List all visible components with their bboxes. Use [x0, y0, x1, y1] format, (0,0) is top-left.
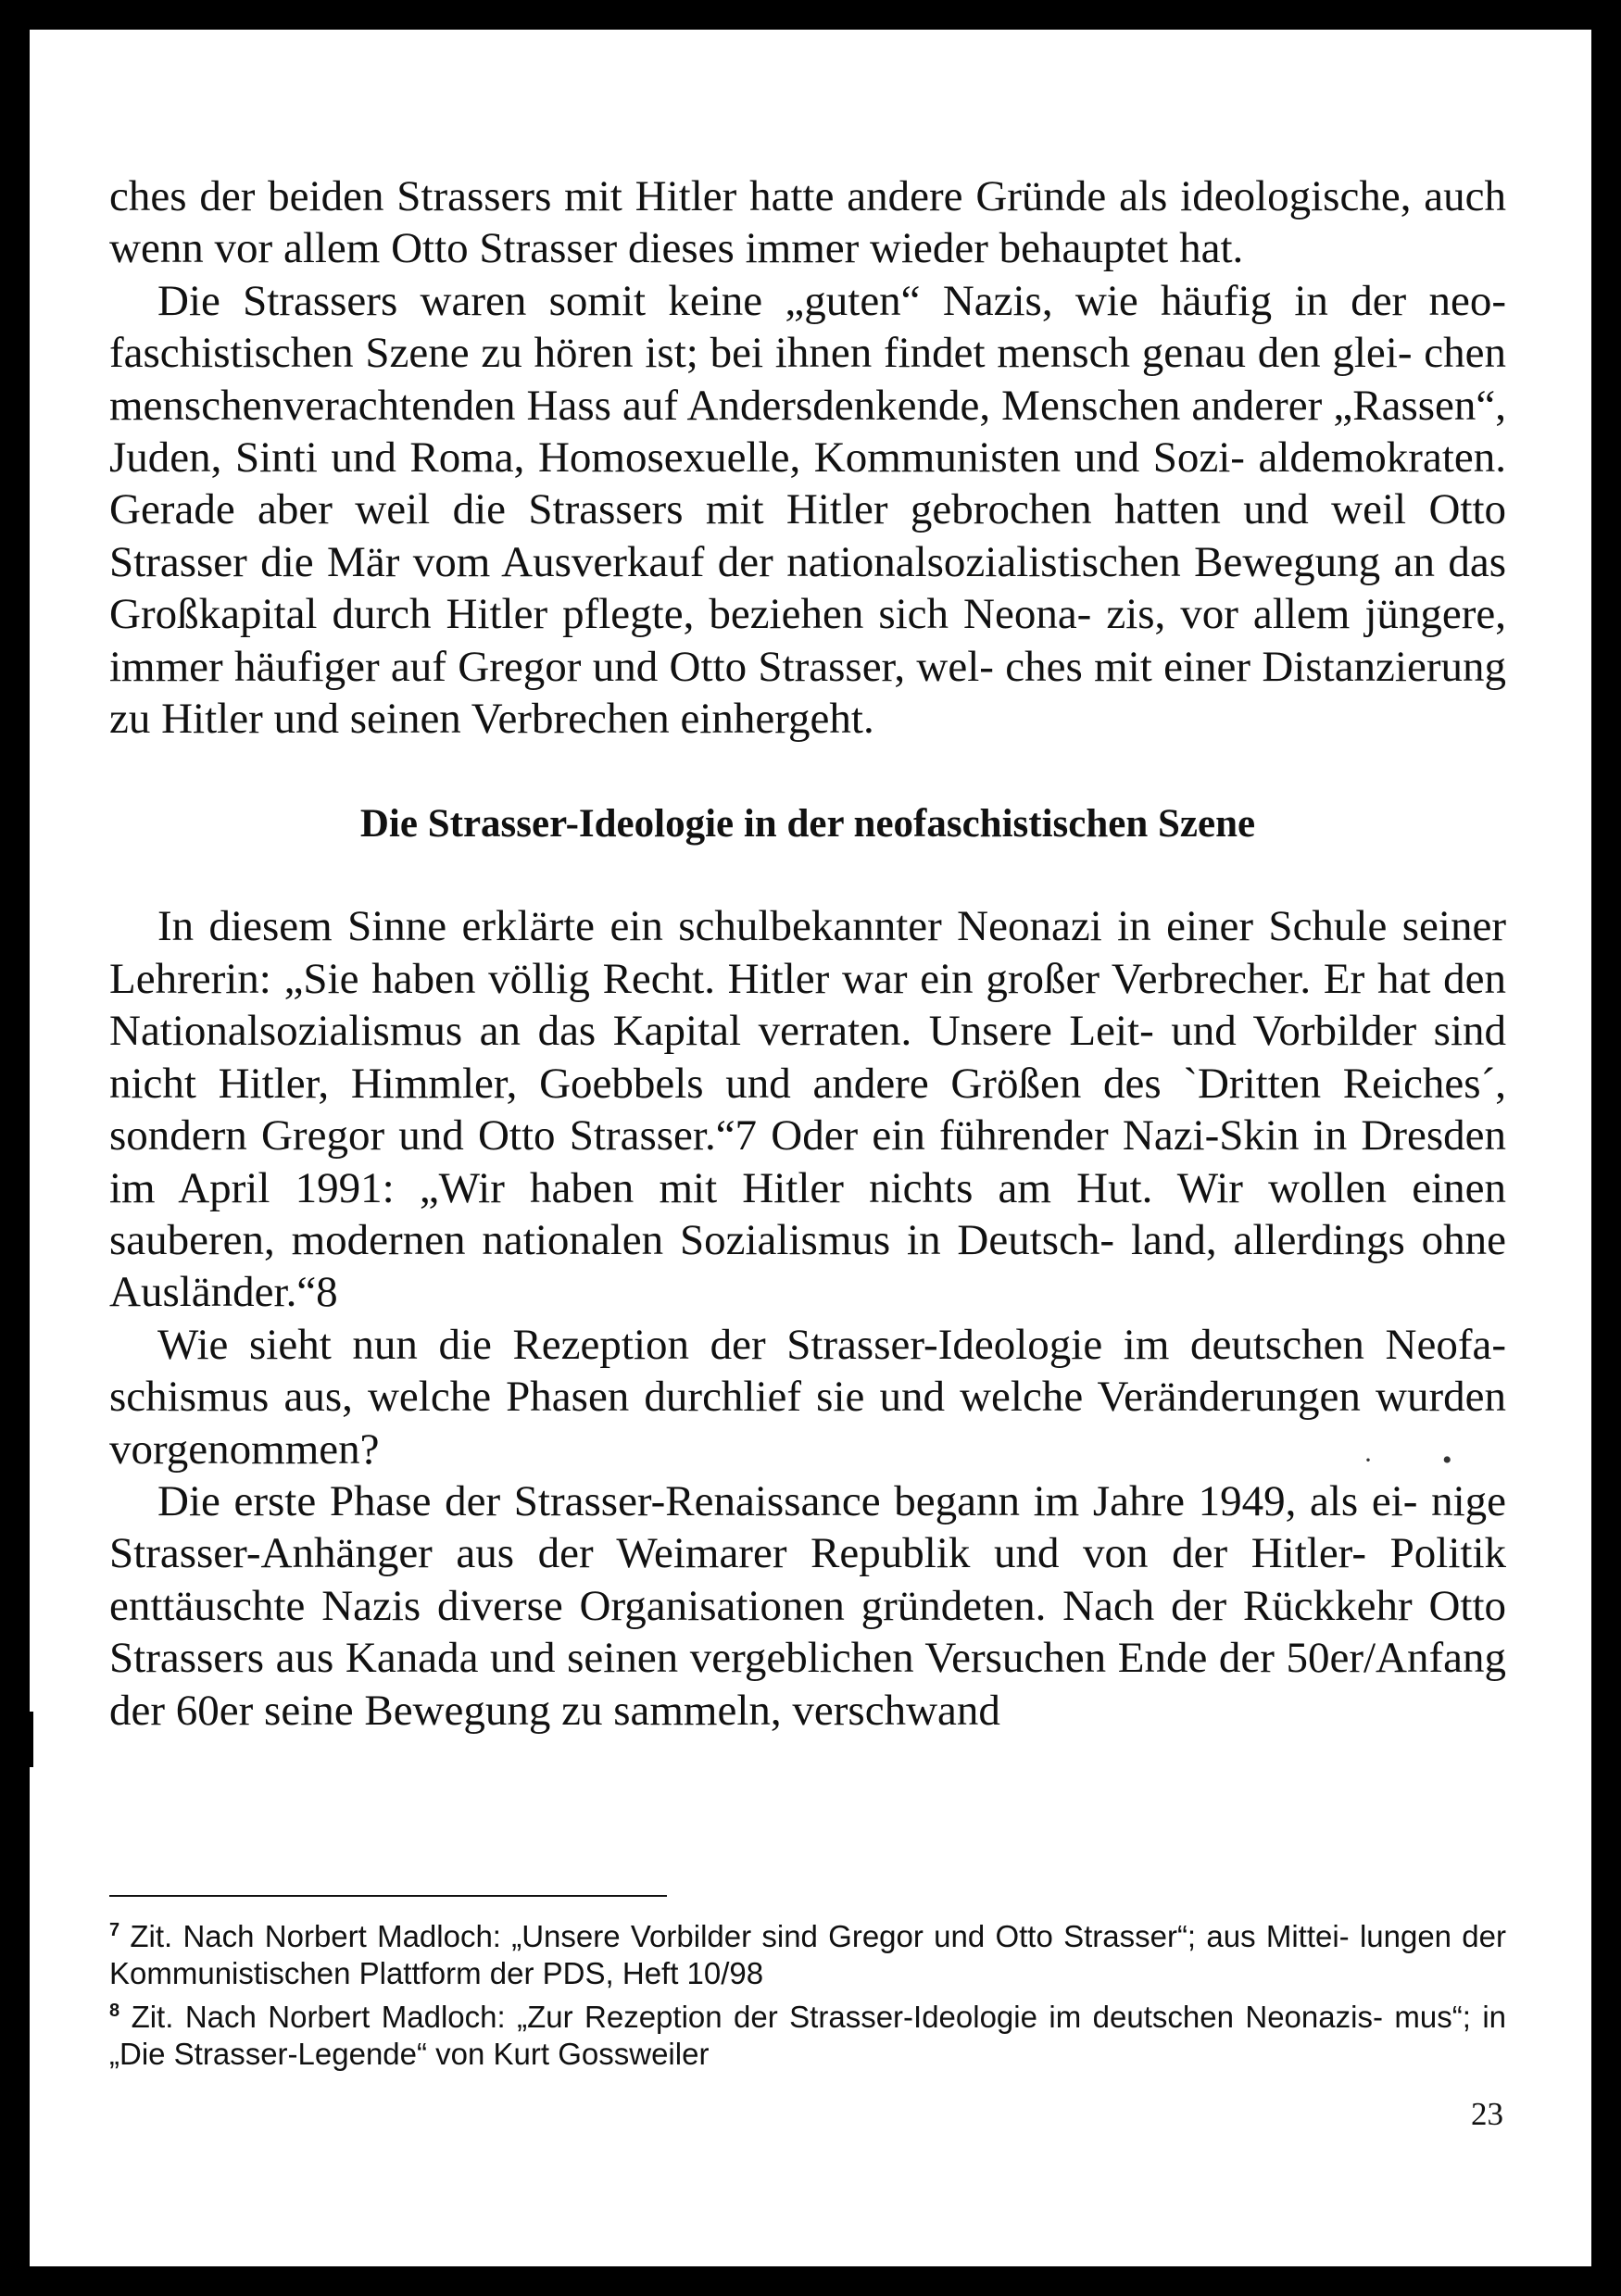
footnote-line: Zit. Nach Norbert Madloch: „Unsere Vorbilder sind Gregor und Otto Strasser“; aus Mittei-: [130, 1919, 1350, 1953]
text-line: Vorbilder sind nicht Hitler, Himmler, Goebbels und andere Größen des: [109, 1007, 1506, 1108]
text-line: In diesem Sinne erklärte ein schulbekannter Neonazi in einer Schule: [157, 902, 1388, 951]
footnote-marker: 8: [109, 2001, 120, 2021]
footnote-divider: [109, 1895, 667, 1897]
paragraph: [109, 275, 1506, 746]
text-line: nige Strasser-Anhänger aus der Weimarer Republik und von der Hitler-: [109, 1476, 1506, 1578]
text-line: zis, vor allem jüngere, immer häufiger auf Gregor und Otto Strasser, wel-: [109, 590, 1506, 691]
text-line: Ende der 50er/Anfang der 60er seine Bewegung zu sammeln, verschwand: [109, 1634, 1507, 1735]
text-line: wurden vorgenommen?: [109, 1373, 1506, 1474]
paragraph: [109, 1475, 1506, 1737]
section-heading: Die Strasser-Ideologie in der neofaschistischen Szene: [359, 802, 1256, 847]
text-line: Er hat den Nationalsozialismus an das Kapital verraten. Unsere Leit- und: [109, 954, 1507, 1056]
paragraph: [109, 170, 1506, 275]
text-line: ches der beiden Strassers mit Hitler hatte andere Gründe als ideologische,: [109, 172, 1412, 220]
footnotes: [109, 1912, 1506, 2073]
text-line: Nazi-Skin in Dresden im April 1991: „Wir haben mit Hitler nichts am Hut.: [109, 1111, 1507, 1212]
text-line: und weil Otto Strasser die Mär vom Ausverkauf der nationalsozialistischen: [109, 485, 1507, 586]
scan-specks: · •: [1363, 1445, 1452, 1475]
footnote: [109, 1912, 1506, 1992]
text-line: Bewegung an das Großkapital durch Hitler pflegte, beziehen sich Neona-: [109, 537, 1507, 639]
scan-edge-mark: [30, 1712, 33, 1767]
document-page: [30, 30, 1591, 2266]
text-line: Politik enttäuschte Nazis diverse Organisationen gründeten. Nach der: [109, 1529, 1506, 1630]
main-text: [109, 170, 1506, 1737]
text-line: land, allerdings ohne Ausländer.“8: [109, 1215, 1507, 1317]
top-paragraphs: [109, 170, 1506, 745]
text-line: auch wenn vor allem Otto Strasser dieses immer wieder behauptet hat.: [109, 172, 1507, 273]
text-line: Wie sieht nun die Rezeption der Strasser-Ideologie im deutschen Neofa-: [157, 1320, 1506, 1369]
footnote-marker: 7: [109, 1920, 120, 1940]
footnote-line: mus“; in „Die Strasser-Legende“ von Kurt Gossweiler: [109, 2000, 1507, 2071]
text-line: schismus aus, welche Phasen durchlief sie und welche Veränderungen: [109, 1373, 1361, 1422]
text-line: faschistischen Szene zu hören ist; bei ihnen findet mensch genau den glei-: [109, 329, 1413, 378]
text-line: chen menschenverachtenden Hass auf Andersdenkende, Menschen anderer: [109, 329, 1506, 430]
text-line: ches mit einer Distanzierung zu Hitler und seinen Verbrechen einhergeht.: [109, 642, 1506, 744]
text-line: Wir wollen einen sauberen, modernen nationalen Sozialismus in Deutsch-: [109, 1163, 1506, 1264]
footnote-line: Zit. Nach Norbert Madloch: „Zur Rezeption der Strasser-Ideologie im deutschen Neonazis-: [131, 2000, 1383, 2034]
text-line: „Rassen“, Juden, Sinti und Roma, Homosexuelle, Kommunisten und Sozi-: [109, 381, 1507, 483]
text-line: seiner Lehrerin: „Sie haben völlig Recht. Hitler war ein großer Verbrecher.: [109, 902, 1506, 1003]
text-line: Rückkehr Otto Strassers aus Kanada und seinen vergeblichen Versuchen: [109, 1581, 1507, 1683]
paragraph: [109, 1319, 1506, 1475]
bottom-paragraphs: [109, 900, 1506, 1737]
footnote-line: lungen der Kommunistischen Plattform der PDS, Heft 10/98: [109, 1919, 1506, 1990]
text-line: Die erste Phase der Strasser-Renaissance begann im Jahre 1949, als ei-: [157, 1476, 1418, 1525]
footnote: [109, 1992, 1506, 2073]
page-number: 23: [1471, 2096, 1503, 2132]
text-line: `Dritten Reiches´, sondern Gregor und Otto Strasser.“7 Oder ein führender: [109, 1059, 1506, 1161]
text-line: aldemokraten. Gerade aber weil die Strassers mit Hitler gebrochen hatten: [109, 433, 1506, 534]
paragraph: [109, 900, 1506, 1318]
text-line: Die Strassers waren somit keine „guten“ Nazis, wie häufig in der neo-: [157, 276, 1506, 325]
